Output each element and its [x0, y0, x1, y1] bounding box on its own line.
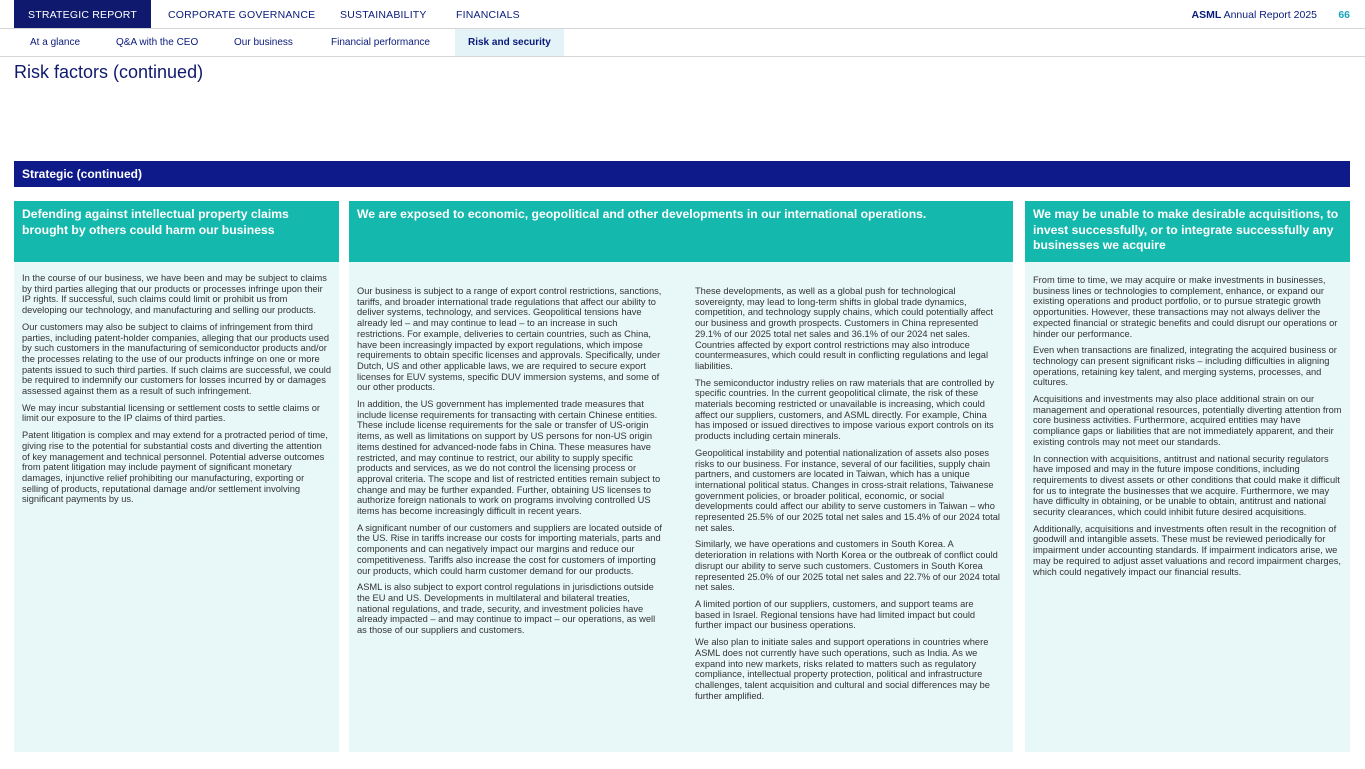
risk-paragraph: Patent litigation is complex and may extend for a protracted period of time, giving rise to the potential for substantial costs and diverting the attention of key management and technical personnel. Potential adverse outcomes from patent litigation may include payment of significant monetary damages, injunctive relief prohibiting our manufacturing, exporting or selling of products, reputational damage and/or settlement involving significant payments by us.	[22, 430, 328, 505]
risk-body-left	[349, 275, 671, 642]
brand-name: ASML	[1191, 9, 1222, 21]
page-title: Risk factors (continued)	[14, 62, 204, 82]
risk-paragraph: ASML is also subject to export control regulations in jurisdictions outside the EU and US. Developments in multilateral and bilateral treaties, national regulations, and trade, security, and investment policies have already impacted – and may continue to impact – our operations, as well as those of our suppliers and customers.	[357, 582, 656, 636]
risk-paragraph: In connection with acquisitions, antitrust and national security regulators have imposed and may in the future impose conditions, including requirements to divest assets or other conditions that could make it difficult for us to integrate the businesses that we acquire. Furthermore, we may have difficulty in obtaining, or be unable to obtain, antitrust and national security clearances, which could inhibit future desired acquisitions.	[1033, 453, 1340, 518]
sub-navigation	[0, 29, 1365, 57]
report-brand	[1192, 0, 1318, 30]
risk-paragraph: In addition, the US government has implemented trade measures that include license requirements for transacting with certain Chinese entities. These include license requirements for the sale or transfer of US-origin items, as well as limitations on support by US persons for non-US origin items destined for advanced-node fabs in China. These measures have restricted, and may continue to restrict, our ability to supply specific products and services, as we do not control the licensing process or approval criteria. The scope and list of restricted entities remain subject to change and may be further expanded. Further, obtaining US licenses to authorize foreign nationals to work on programs involving controlled US items has become increasingly difficult in recent years.	[357, 399, 661, 517]
risk-paragraph: In the course of our business, we have been and may be subject to claims by third parties alleging that our products or processes infringe upon their IP rights. If successful, such claims could limit or prohibit us from developing our technology, and manufacturing and selling our products.	[22, 273, 327, 316]
risk-paragraph: A limited portion of our suppliers, customers, and support teams are based in Israel. Regional tensions have had limited impact but could further impact our business operations.	[695, 598, 976, 631]
risk-body-right	[687, 275, 1009, 707]
risk-paragraph: A significant number of our customers and suppliers are located outside of the US. Rise in tariffs increase our costs for importing materials, parts and components and can negatively impact our margins and reduce our competitiveness. Tariffs also increase the cost for customers of importing our products, which could harm customer demand for our products.	[357, 522, 662, 576]
tab-strategic-report[interactable]: STRATEGIC REPORT	[14, 0, 151, 28]
tab-financials[interactable]: FINANCIALS	[456, 9, 520, 21]
risk-paragraph: We may incur substantial licensing or settlement costs to settle claims or limit our exposure to the IP claims of third parties.	[22, 402, 320, 424]
risk-heading: We are exposed to economic, geopolitical and other developments in our international operations.	[349, 201, 1013, 262]
risk-paragraph: These developments, as well as a global push for technological sovereignty, may lead to long-term shifts in global trade dynamics, competition, and technology supply chains, which could potentially affect our business and growth prospects. Customers in China represented 29.1% of our 2025 total net sales and 36.1% of our 2024 net sales. Countries affected by export control restrictions may also introduce countermeasures, which could result in conflicting regulations and legal liabilities.	[695, 286, 994, 371]
risk-paragraph: Our customers may also be subject to claims of infringement from third parties, including patent-holder companies, alleging that our products used by such customers in the manufacturing of semiconductor products and/or the processes relating to the use of our products infringe on one or more patents issued to such third parties. If such claims are successful, we could be required to indemnify our customers for losses incurred by or damages assessed against them as a result of such infringement.	[22, 321, 332, 397]
risk-paragraph: Even when transactions are finalized, integrating the acquired business or technology can present significant risks – including difficulties in aligning operations, retaining key talent, and merging systems, processes, and cultures.	[1033, 345, 1337, 388]
subtab-our-business[interactable]: Our business	[234, 37, 293, 48]
risk-heading: We may be unable to make desirable acquisitions, to invest successfully, or to integrate successfully any businesses we acquire	[1025, 201, 1350, 262]
page-number: 66	[1338, 9, 1350, 21]
risk-body	[1025, 262, 1350, 577]
risk-column-ip-claims	[14, 201, 339, 752]
subtab-financial-performance[interactable]: Financial performance	[331, 37, 430, 48]
risk-heading: Defending against intellectual property claims brought by others could harm our business	[14, 201, 339, 262]
risk-paragraph: The semiconductor industry relies on raw materials that are controlled by specific countries. In the current geopolitical climate, the risk of these materials becoming restricted or unavailable is increasing, which could affect our suppliers, customers, and ASML directly. For example, China has imposed or issued directives to impose various export controls on its products including certain minerals.	[695, 377, 995, 442]
risk-paragraph: Acquisitions and investments may also place additional strain on our management and operational resources, potentially diverting attention from core business activities. Furthermore, acquired entities may have compliance gaps or liabilities that are not immediately apparent, and their existing controls may not meet our standards.	[1033, 394, 1342, 447]
risk-column-acquisitions	[1025, 201, 1350, 752]
section-bar: Strategic (continued)	[14, 161, 1350, 187]
risk-body	[14, 262, 339, 505]
report-name: Annual Report 2025	[1223, 9, 1317, 21]
risk-paragraph: Our business is subject to a range of export control restrictions, sanctions, tariffs, and broader international trade regulations that affect our ability to deliver systems, technology, and services. Geopolitical tensions have already led – and may continue to lead – to an increase in such restrictions. For example, deliveries to certain countries, such as China, have been increasingly impacted by export regulations, which impose requirements to obtain specific licenses and approvals. Specifically, under Dutch, US and other applicable laws, we are required to secure export licenses for EUV systems, specific DUV immersion systems, and some of our other products.	[357, 286, 662, 393]
tab-sustainability[interactable]: SUSTAINABILITY	[340, 9, 427, 21]
risk-paragraph: Geopolitical instability and potential nationalization of assets also poses risks to our business. For instance, several of our facilities, supply chain partners, and customers are located in Taiwan, which has a unique international political status. Changes in cross-strait relations, Taiwanese government policies, or broader political, economic, or social developments could affect our ability to serve customers in Taiwan – who represented 25.5% of our 2025 total net sales and 15.4% of our 2024 total net sales.	[695, 447, 1000, 533]
subtab-risk-and-security[interactable]: Risk and security	[455, 29, 564, 56]
subtab-qa-with-ceo[interactable]: Q&A with the CEO	[116, 37, 199, 48]
subtab-at-a-glance[interactable]: At a glance	[30, 37, 81, 48]
risk-paragraph: Similarly, we have operations and customers in South Korea. A deterioration in relations with North Korea or the outbreak of conflict could disrupt our ability to serve such customers. Customers in South Korea represented 25.0% of our 2025 total net sales and 22.7% of our 2024 total net sales.	[695, 539, 1000, 593]
risk-paragraph: From time to time, we may acquire or make investments in businesses, business lines or technologies to complement, enhance, or expand our existing operations and product portfolio, or to pursue strategic growth opportunities. However, these transactions may not always deliver the expected financial or strategic benefits and could disrupt our operations or hinder our performance.	[1033, 275, 1338, 339]
risk-column-international-operations	[349, 201, 1013, 752]
tab-corporate-governance[interactable]: CORPORATE GOVERNANCE	[168, 9, 316, 21]
top-navigation	[0, 0, 1365, 29]
risk-paragraph: Additionally, acquisitions and investments often result in the recognition of goodwill and intangible assets. These must be reviewed periodically for impairment under accounting standards. If impairment indicators arise, we may be required to adjust asset valuations and record impairment charges, which could negatively impact our financial results.	[1033, 523, 1341, 577]
risk-paragraph: We also plan to initiate sales and support operations in countries where ASML does not currently have such operations, such as India. As we expand into new markets, risks related to matters such as regulatory compliance, intellectual property protection, political and infrastructure challenges, talent acquisition and cultural and social differences may be further amplified.	[695, 637, 990, 701]
